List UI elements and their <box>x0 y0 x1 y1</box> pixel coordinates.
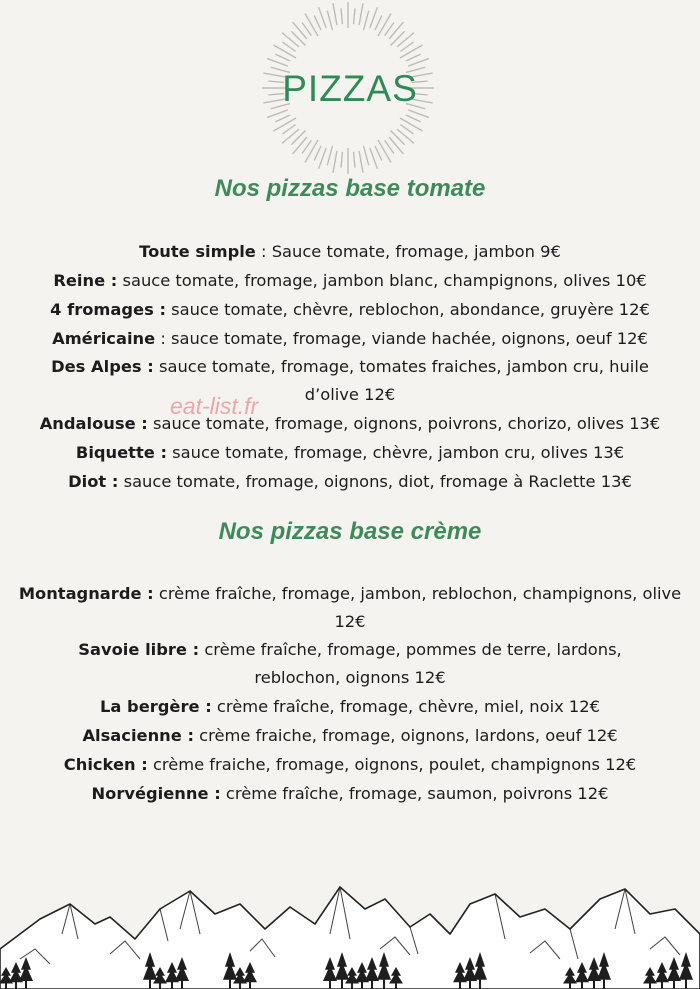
item-description: Sauce tomate, fromage, jambon 9€ <box>271 242 561 261</box>
item-name: Toute simple <box>139 242 256 261</box>
item-description: sauce tomate, fromage, viande hachée, oignons, oeuf 12€ <box>171 329 648 348</box>
item-description: sauce tomate, fromage, oignons, diot, fromage à Raclette 13€ <box>123 472 632 491</box>
item-name: Alsacienne : <box>82 726 194 745</box>
mountains-illustration <box>0 879 700 989</box>
cream-pizza-list <box>0 580 700 808</box>
item-description: sauce tomate, fromage, jambon blanc, champignons, olives 10€ <box>122 271 647 290</box>
menu-item: Toute simple : Sauce tomate, fromage, jambon 9€ <box>139 242 561 261</box>
menu-item <box>8 295 692 324</box>
item-description: crème fraîche, fromage, jambon, reblochon, champignons, olive 12€ <box>158 584 682 631</box>
item-name: Norvégienne : <box>91 784 221 803</box>
menu-item <box>8 467 692 496</box>
page-title: PIZZAS <box>282 68 418 109</box>
item-description: crème fraîche, fromage, chèvre, miel, noix 12€ <box>216 697 600 716</box>
menu-item: Américaine : sauce tomate, fromage, viande hachée, oignons, oeuf 12€ <box>52 329 648 348</box>
menu-item <box>8 636 692 692</box>
menu-item <box>8 580 692 636</box>
menu-item <box>8 721 692 750</box>
item-description: sauce tomate, fromage, oignons, poivrons, chorizo, olives 13€ <box>153 414 661 433</box>
item-name: Andalouse : <box>39 414 148 433</box>
item-name: Biquette : <box>75 443 167 462</box>
item-name: La bergère : <box>100 697 212 716</box>
item-description: crème fraîche, fromage, saumon, poivrons 12€ <box>225 784 609 803</box>
menu-item <box>8 750 692 779</box>
item-name: Chicken : <box>63 755 148 774</box>
menu-item <box>8 692 692 721</box>
item-description: sauce tomate, fromage, chèvre, jambon cru, olives 13€ <box>172 443 625 462</box>
item-description: crème fraiche, fromage, oignons, lardons, oeuf 12€ <box>199 726 618 745</box>
section-title-cream: Nos pizzas base crème <box>218 518 482 545</box>
item-description: sauce tomate, fromage, tomates fraiches, jambon cru, huile d’olive 12€ <box>158 357 649 404</box>
item-description: crème fraiche, fromage, oignons, poulet, champignons 12€ <box>152 755 637 774</box>
item-name: Reine : <box>53 271 118 290</box>
menu-item <box>8 266 692 295</box>
watermark: eat-list.fr <box>170 393 259 419</box>
item-name: Savoie libre : <box>78 640 200 659</box>
item-description: crème fraîche, fromage, pommes de terre, lardons, reblochon, oignons 12€ <box>204 640 622 687</box>
menu-item <box>8 409 692 438</box>
tomato-pizza-list <box>0 237 700 496</box>
item-name: Des Alpes : <box>51 357 154 376</box>
item-name: Montagnarde : <box>18 584 154 603</box>
section-title-tomato: Nos pizzas base tomate <box>214 175 486 202</box>
item-name: Américaine <box>52 329 156 348</box>
menu-item <box>8 779 692 808</box>
menu-item <box>8 353 692 409</box>
menu-item <box>8 438 692 467</box>
item-description: sauce tomate, chèvre, reblochon, abondance, gruyère 12€ <box>171 300 650 319</box>
item-name: 4 fromages : <box>50 300 166 319</box>
item-name: Diot : <box>68 472 119 491</box>
